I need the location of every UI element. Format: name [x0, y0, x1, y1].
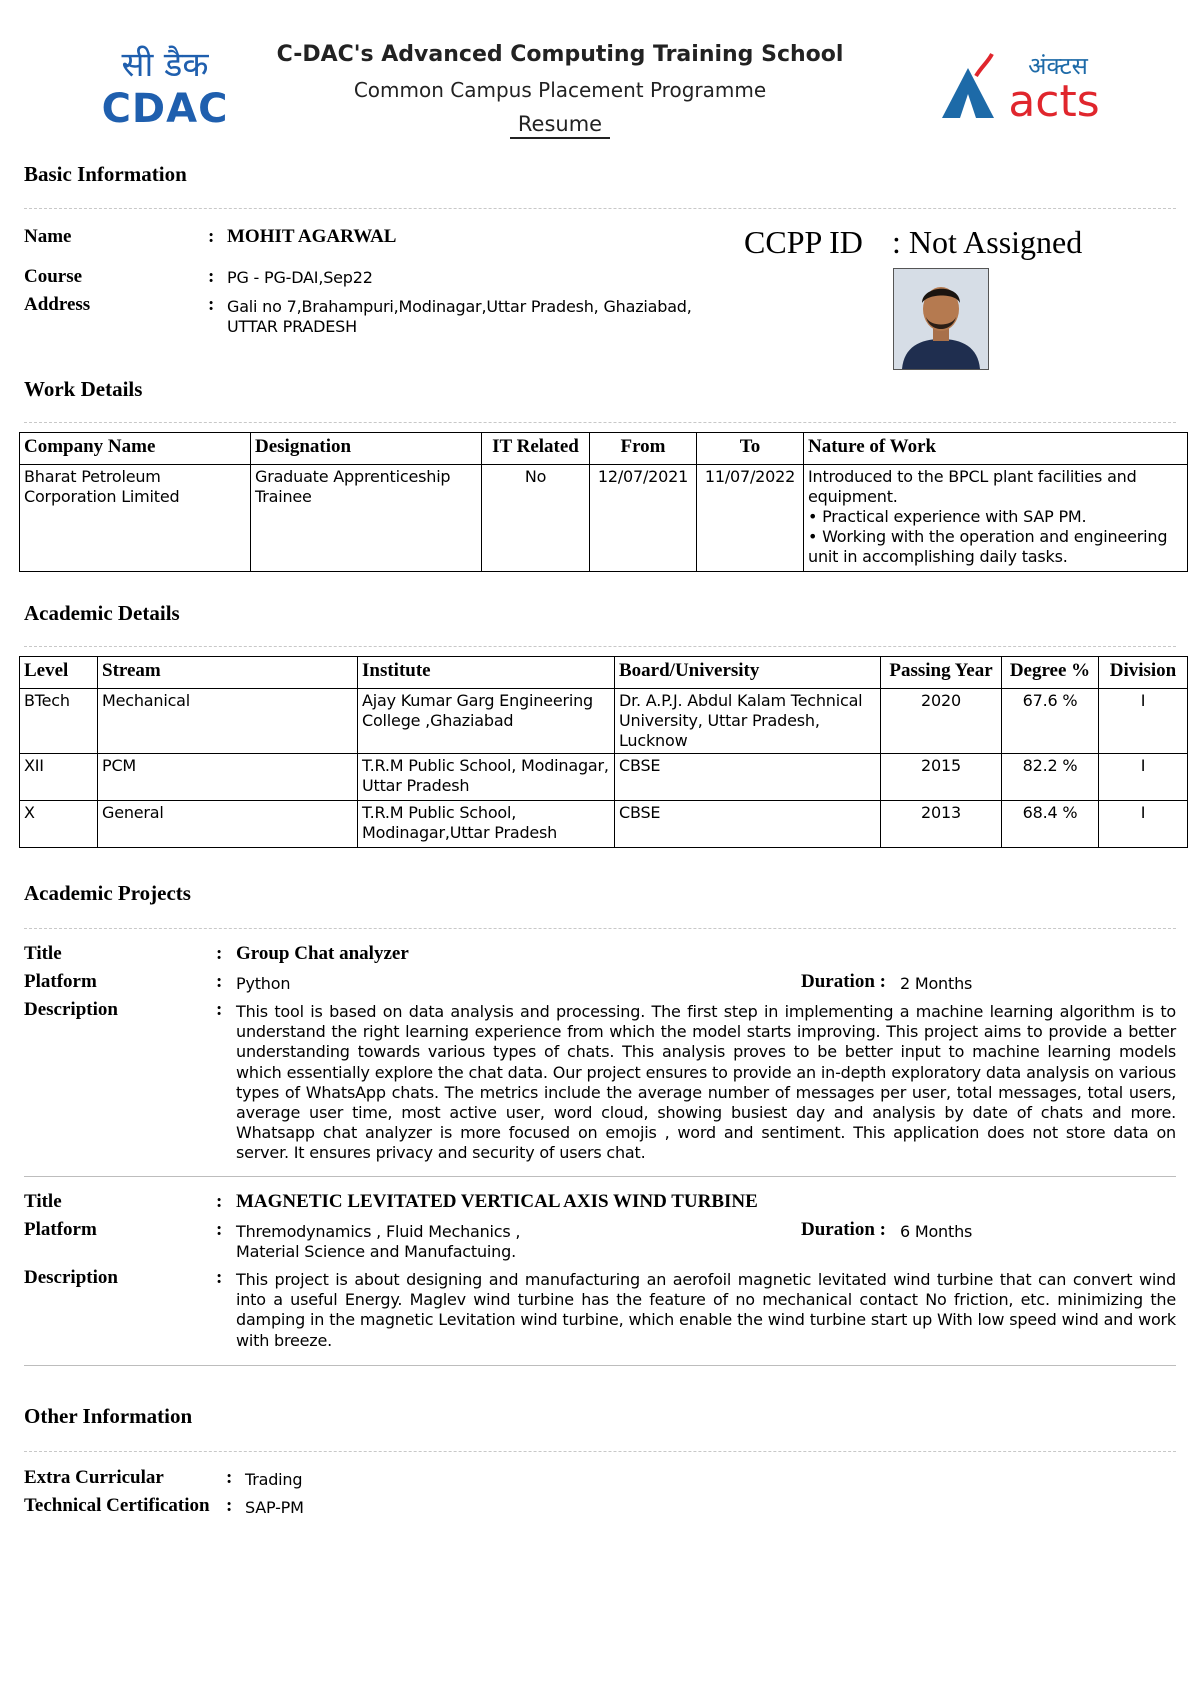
project-title-label: Title	[24, 943, 62, 964]
division-cell: I	[1099, 754, 1188, 801]
level-cell: X	[20, 801, 98, 848]
project-title: Group Chat analyzer	[236, 943, 409, 964]
project-platform: Python	[236, 974, 291, 993]
nature-line: • Working with the operation and engineering unit in accomplishing daily tasks.	[808, 527, 1168, 566]
nature-line: Introduced to the BPCL plant facilities and equipment.	[808, 467, 1137, 506]
column-header: IT Related	[482, 433, 590, 465]
project-platform: Thremodynamics , Fluid Mechanics , Material Science and Manufactuing.	[236, 1222, 521, 1261]
technical-certification-value: SAP-PM	[245, 1498, 304, 1517]
from-date-cell: 12/07/2021	[590, 465, 697, 572]
project-duration-label: Duration :	[801, 1219, 886, 1240]
colon: :	[216, 999, 223, 1020]
basic-information-heading: Basic Information	[24, 162, 187, 186]
stream-cell: Mechanical	[98, 689, 358, 754]
column-header: Stream	[98, 657, 358, 689]
candidate-name: MOHIT AGARWAL	[227, 226, 397, 247]
divider	[24, 208, 1176, 209]
colon: :	[208, 266, 215, 287]
acts-logo-graphic	[940, 48, 1110, 126]
colon: :	[216, 1267, 223, 1288]
work-details-table	[19, 432, 1188, 572]
colon: :	[216, 1219, 223, 1240]
column-header: Passing Year	[881, 657, 1002, 689]
divider	[24, 928, 1176, 929]
table-header-row	[20, 433, 1188, 465]
extra-curricular-label: Extra Curricular	[24, 1467, 164, 1488]
column-header: Institute	[358, 657, 615, 689]
work-details-heading: Work Details	[24, 377, 143, 401]
column-header: Nature of Work	[804, 433, 1188, 465]
company-cell: Bharat Petroleum Corporation Limited	[20, 465, 251, 572]
table-row	[20, 801, 1188, 848]
project-title: MAGNETIC LEVITATED VERTICAL AXIS WIND TURBINE	[236, 1191, 758, 1212]
column-header: Division	[1099, 657, 1188, 689]
colon: :	[226, 1467, 233, 1488]
division-cell: I	[1099, 689, 1188, 754]
cdac-logo	[100, 40, 230, 132]
it-related-cell: No	[482, 465, 590, 572]
ccpp-id-value: : Not Assigned	[892, 224, 1083, 260]
divider	[24, 646, 1176, 647]
cdac-logo-latin: CDAC	[101, 86, 229, 132]
degree-percent-cell: 68.4 %	[1002, 801, 1099, 848]
division-cell: I	[1099, 801, 1188, 848]
passing-year-cell: 2020	[881, 689, 1002, 754]
column-header: From	[590, 433, 697, 465]
table-row	[20, 465, 1188, 572]
resume-label: Resume	[510, 112, 610, 139]
project-platform-label: Platform	[24, 1219, 97, 1240]
divider	[24, 1451, 1176, 1452]
level-cell: BTech	[20, 689, 98, 754]
column-header: To	[697, 433, 804, 465]
colon: :	[208, 226, 215, 247]
column-header: Degree %	[1002, 657, 1099, 689]
project-description-label: Description	[24, 999, 118, 1020]
project-description: This tool is based on data analysis and processing. The first step in implementing a machine learning algorithm is to understand the right learning experience from which the model starts improving. This project aims to provide a better understanding towards various types of chats. This analysis proves to be better input to machine learning models which essentially explore the chat data. Our project ensures to provide an in-depth exploratory data analysis on various types of WhatsApp chats. The metrics include the average number of messages per user, total messages, total users, average user time, most active user, word cloud, showing busiest day and analysis by date of chats and more. Whatsapp chat analyzer is more focused on emojis , word and sentiment. This application does not store data on server. It ensures privacy and security of users chat.	[236, 1002, 1176, 1163]
extra-curricular-value: Trading	[245, 1470, 303, 1489]
stream-cell: PCM	[98, 754, 358, 801]
divider	[24, 1176, 1176, 1177]
academic-details-table	[19, 656, 1188, 848]
to-date-cell: 11/07/2022	[697, 465, 804, 572]
colon: :	[216, 1191, 223, 1212]
colon: :	[216, 971, 223, 992]
nature-of-work-cell	[804, 465, 1188, 572]
divider	[24, 422, 1176, 423]
column-header: Designation	[251, 433, 482, 465]
institute-cell: T.R.M Public School, Modinagar, Uttar Pradesh	[358, 754, 615, 801]
table-header-row	[20, 657, 1188, 689]
passing-year-cell: 2015	[881, 754, 1002, 801]
ccpp-id-label: CCPP ID	[744, 224, 863, 260]
course-value: PG - PG-DAI,Sep22	[227, 268, 373, 287]
project-duration: 2 Months	[900, 974, 973, 993]
column-header: Level	[20, 657, 98, 689]
project-duration-label: Duration :	[801, 971, 886, 992]
institute-cell: Ajay Kumar Garg Engineering College ,Ghaziabad	[358, 689, 615, 754]
technical-certification-label: Technical Certification	[24, 1495, 210, 1516]
table-row	[20, 754, 1188, 801]
passing-year-cell: 2013	[881, 801, 1002, 848]
project-description: This project is about designing and manufacturing an aerofoil magnetic levitated wind turbine that can convert wind into a useful Energy. Maglev wind turbine has the feature of no mechanical contact No friction, etc. minimizing the damping in the magnetic Levitation wind turbine, which enable the wind turbine start up With low speed wind and work with breeze.	[236, 1270, 1176, 1350]
acts-logo	[940, 48, 1110, 126]
board-cell: CBSE	[615, 754, 881, 801]
institute-cell: T.R.M Public School, Modinagar,Uttar Pradesh	[358, 801, 615, 848]
column-header: Company Name	[20, 433, 251, 465]
board-cell: CBSE	[615, 801, 881, 848]
colon: :	[208, 294, 215, 315]
acts-flame-icon	[976, 54, 992, 76]
header-title: C-DAC's Advanced Computing Training School	[276, 42, 844, 67]
table-row	[20, 689, 1188, 754]
cdac-logo-hindi: सी डैक	[121, 45, 209, 85]
degree-percent-cell: 82.2 %	[1002, 754, 1099, 801]
project-title-label: Title	[24, 1191, 62, 1212]
academic-projects-heading: Academic Projects	[24, 881, 191, 905]
academic-details-heading: Academic Details	[24, 601, 180, 625]
nature-line: • Practical experience with SAP PM.	[808, 507, 1087, 526]
acts-logo-latin: acts	[1008, 76, 1100, 126]
course-label: Course	[24, 266, 83, 287]
board-cell: Dr. A.P.J. Abdul Kalam Technical University, Uttar Pradesh, Lucknow	[615, 689, 881, 754]
column-header: Board/University	[615, 657, 881, 689]
colon: :	[226, 1495, 233, 1516]
address-line-1: Gali no 7,Brahampuri,Modinagar,Uttar Pradesh, Ghaziabad,	[227, 297, 692, 316]
profile-photo	[893, 268, 989, 370]
degree-percent-cell: 67.6 %	[1002, 689, 1099, 754]
other-information-heading: Other Information	[24, 1404, 193, 1428]
person-photo-icon	[894, 269, 988, 369]
project-description-label: Description	[24, 1267, 118, 1288]
stream-cell: General	[98, 801, 358, 848]
address-label: Address	[24, 294, 91, 315]
cdac-logo-graphic	[100, 40, 230, 132]
level-cell: XII	[20, 754, 98, 801]
designation-cell: Graduate Apprenticeship Trainee	[251, 465, 482, 572]
acts-logo-hindi: अंक्टस	[1028, 52, 1088, 80]
address-line-2: UTTAR PRADESH	[227, 317, 357, 336]
project-platform-label: Platform	[24, 971, 97, 992]
header-subtitle: Common Campus Placement Programme	[353, 78, 767, 102]
name-label: Name	[24, 226, 72, 247]
project-duration: 6 Months	[900, 1222, 973, 1241]
divider	[24, 1365, 1176, 1366]
colon: :	[216, 943, 223, 964]
